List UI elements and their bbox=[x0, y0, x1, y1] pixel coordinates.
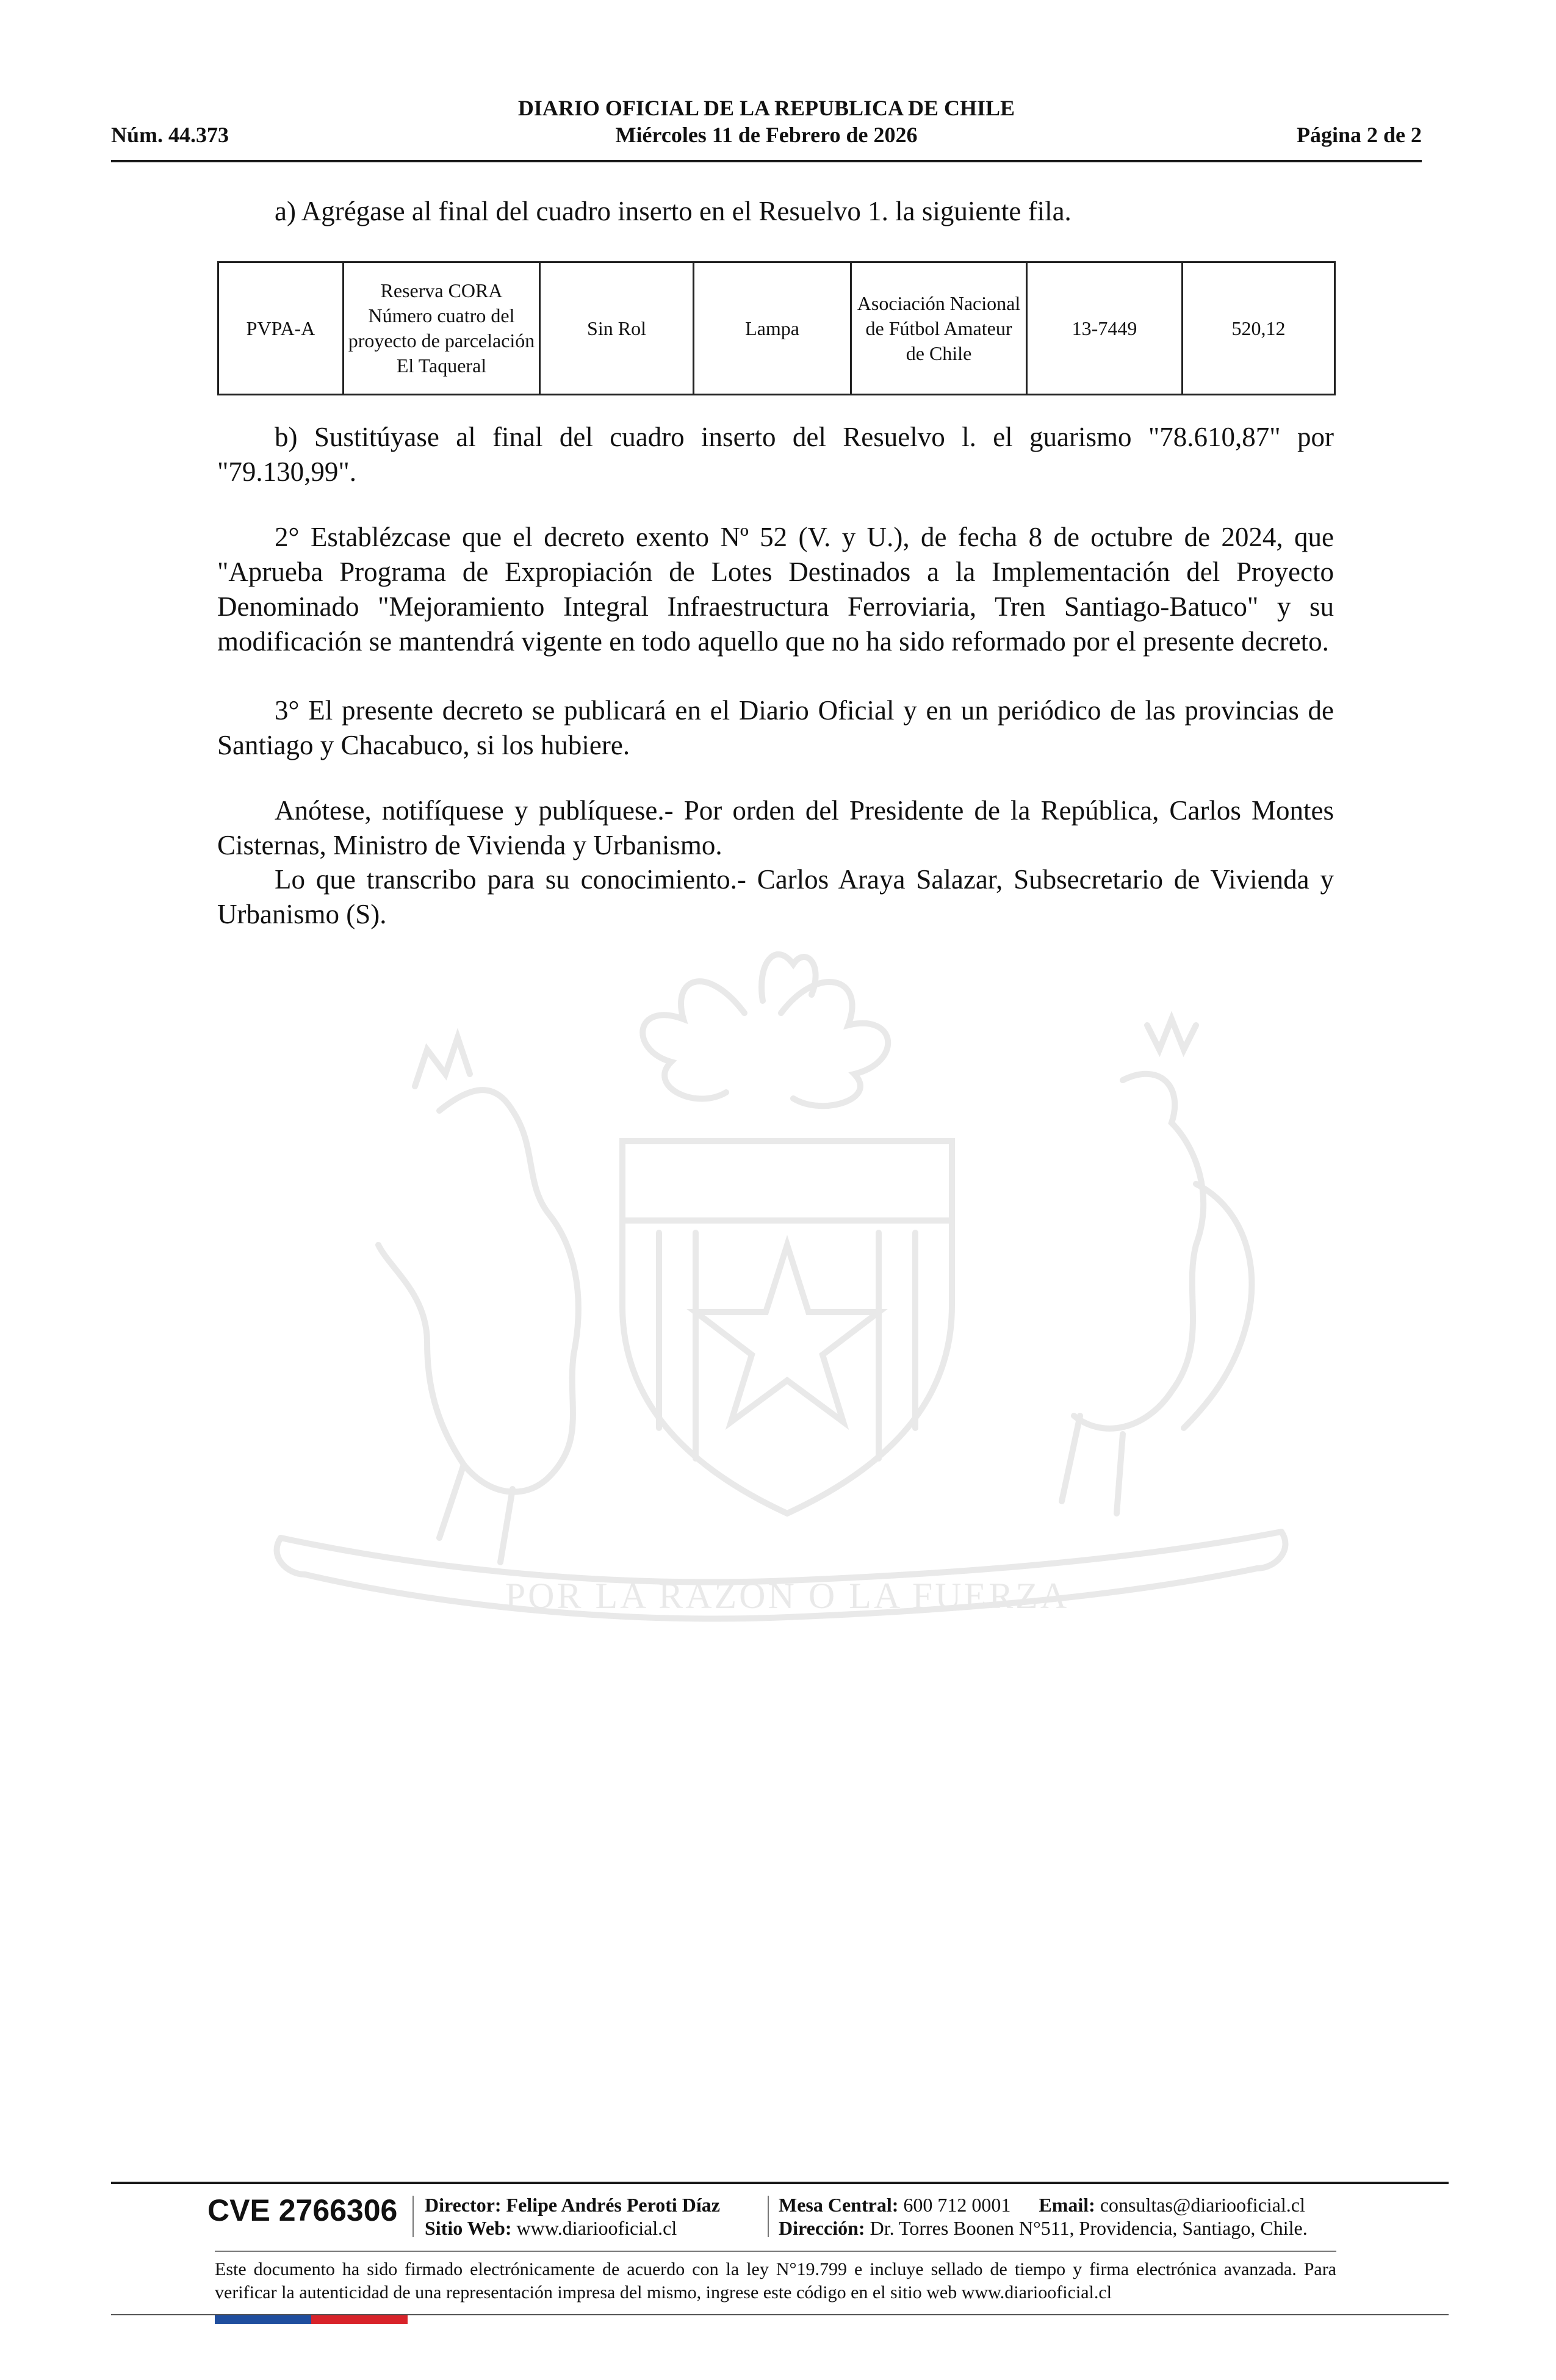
contact-line bbox=[779, 2193, 1308, 2216]
closing-paragraph: Anótese, notifíquese y publíquese.- Por orden del Presidente de la República, Carlos Montes Cisternas, Ministro de Vivienda y Urbanismo. bbox=[217, 795, 1334, 860]
footer-separator bbox=[412, 2196, 414, 2237]
item-b-paragraph: b) Sustitúyase al final del cuadro inserto del Resuelvo l. el guarismo "78.610,87" por "79.130,99". bbox=[217, 422, 1334, 487]
table-cell-commune: Lampa bbox=[694, 262, 851, 395]
cve-code: CVE 2766306 bbox=[207, 2193, 398, 2227]
page-header bbox=[111, 93, 1422, 162]
item-a-paragraph: a) Agrégase al final del cuadro inserto en el Resuelvo 1. la siguiente fila. bbox=[275, 196, 1072, 226]
email-link[interactable]: consultas@diariooficial.cl bbox=[1100, 2194, 1305, 2216]
table-cell-code: 13-7449 bbox=[1027, 262, 1183, 395]
footer-divider-top bbox=[111, 2182, 1449, 2184]
phone-value: 600 712 0001 bbox=[903, 2194, 1011, 2216]
article-2-paragraph: 2° Establézcase que el decreto exento Nº 52 (V. y U.), de fecha 8 de octubre de 2024, que "Aprueba Programa de Expropiación de Lotes Destinados a la Implementación del Proyecto Denominado "Mejoramiento Integral Infraestructura Ferroviaria, Tren Santiago-Batuco" y su modificación se mantendrá vigente en todo aquello que no ha sido reformado por el presente decreto. bbox=[217, 522, 1334, 657]
table-row bbox=[218, 262, 1335, 395]
footer-divider-middle bbox=[215, 2251, 1336, 2252]
footer-contact-block bbox=[779, 2193, 1308, 2240]
website-link[interactable]: www.diariooficial.cl bbox=[516, 2217, 677, 2239]
page-indicator: Página 2 de 2 bbox=[1296, 123, 1422, 147]
table-cell-area: 520,12 bbox=[1183, 262, 1335, 395]
flag-stripe-red bbox=[311, 2315, 408, 2324]
website-line bbox=[425, 2216, 720, 2240]
email-label: Email: bbox=[1039, 2194, 1095, 2216]
director-name: Felipe Andrés Peroti Díaz bbox=[506, 2194, 720, 2216]
flag-stripe-blue bbox=[215, 2315, 311, 2324]
expropriation-table bbox=[217, 261, 1336, 395]
phone-label: Mesa Central: bbox=[779, 2194, 899, 2216]
footer-director-block bbox=[425, 2193, 720, 2240]
footer-separator bbox=[768, 2196, 769, 2237]
issue-date: Miércoles 11 de Febrero de 2026 bbox=[615, 123, 918, 147]
article-3-paragraph: 3° El presente decreto se publicará en el Diario Oficial y en un periódico de las provincias de Santiago y Chacabuco, si los hubiere. bbox=[217, 695, 1334, 760]
table-cell-property: Reserva CORA Número cuatro del proyecto de parcelación El Taqueral bbox=[344, 262, 540, 395]
director-line bbox=[425, 2193, 720, 2216]
address-line bbox=[779, 2216, 1308, 2240]
signature-notice: Este documento ha sido firmado electrónicamente de acuerdo con la ley N°19.799 e incluye sellado de tiempo y firma electrónica avanzada. Para verificar la autenticidad de una representación impresa del mismo, ingrese este código en el sitio web www.diariooficial.cl bbox=[215, 2259, 1336, 2302]
issue-number: Núm. 44.373 bbox=[111, 123, 229, 147]
watermark-motto: POR LA RAZON O LA FUERZA bbox=[505, 1576, 1070, 1616]
table-cell-owner: Asociación Nacional de Fútbol Amateur de Chile bbox=[851, 262, 1027, 395]
transcription-paragraph: Lo que transcribo para su conocimiento.- Carlos Araya Salazar, Subsecretario de Vivienda y Urbanismo (S). bbox=[217, 864, 1334, 929]
address-label: Dirección: bbox=[779, 2217, 865, 2239]
table-cell-rol: Sin Rol bbox=[540, 262, 694, 395]
director-label: Director: bbox=[425, 2194, 502, 2216]
table-cell-lot: PVPA-A bbox=[218, 262, 344, 395]
publication-title: DIARIO OFICIAL DE LA REPUBLICA DE CHILE bbox=[517, 96, 1015, 120]
website-label: Sitio Web: bbox=[425, 2217, 512, 2239]
coat-of-arms-watermark bbox=[207, 928, 1355, 1678]
address-value: Dr. Torres Boonen N°511, Providencia, Santiago, Chile. bbox=[870, 2217, 1308, 2239]
